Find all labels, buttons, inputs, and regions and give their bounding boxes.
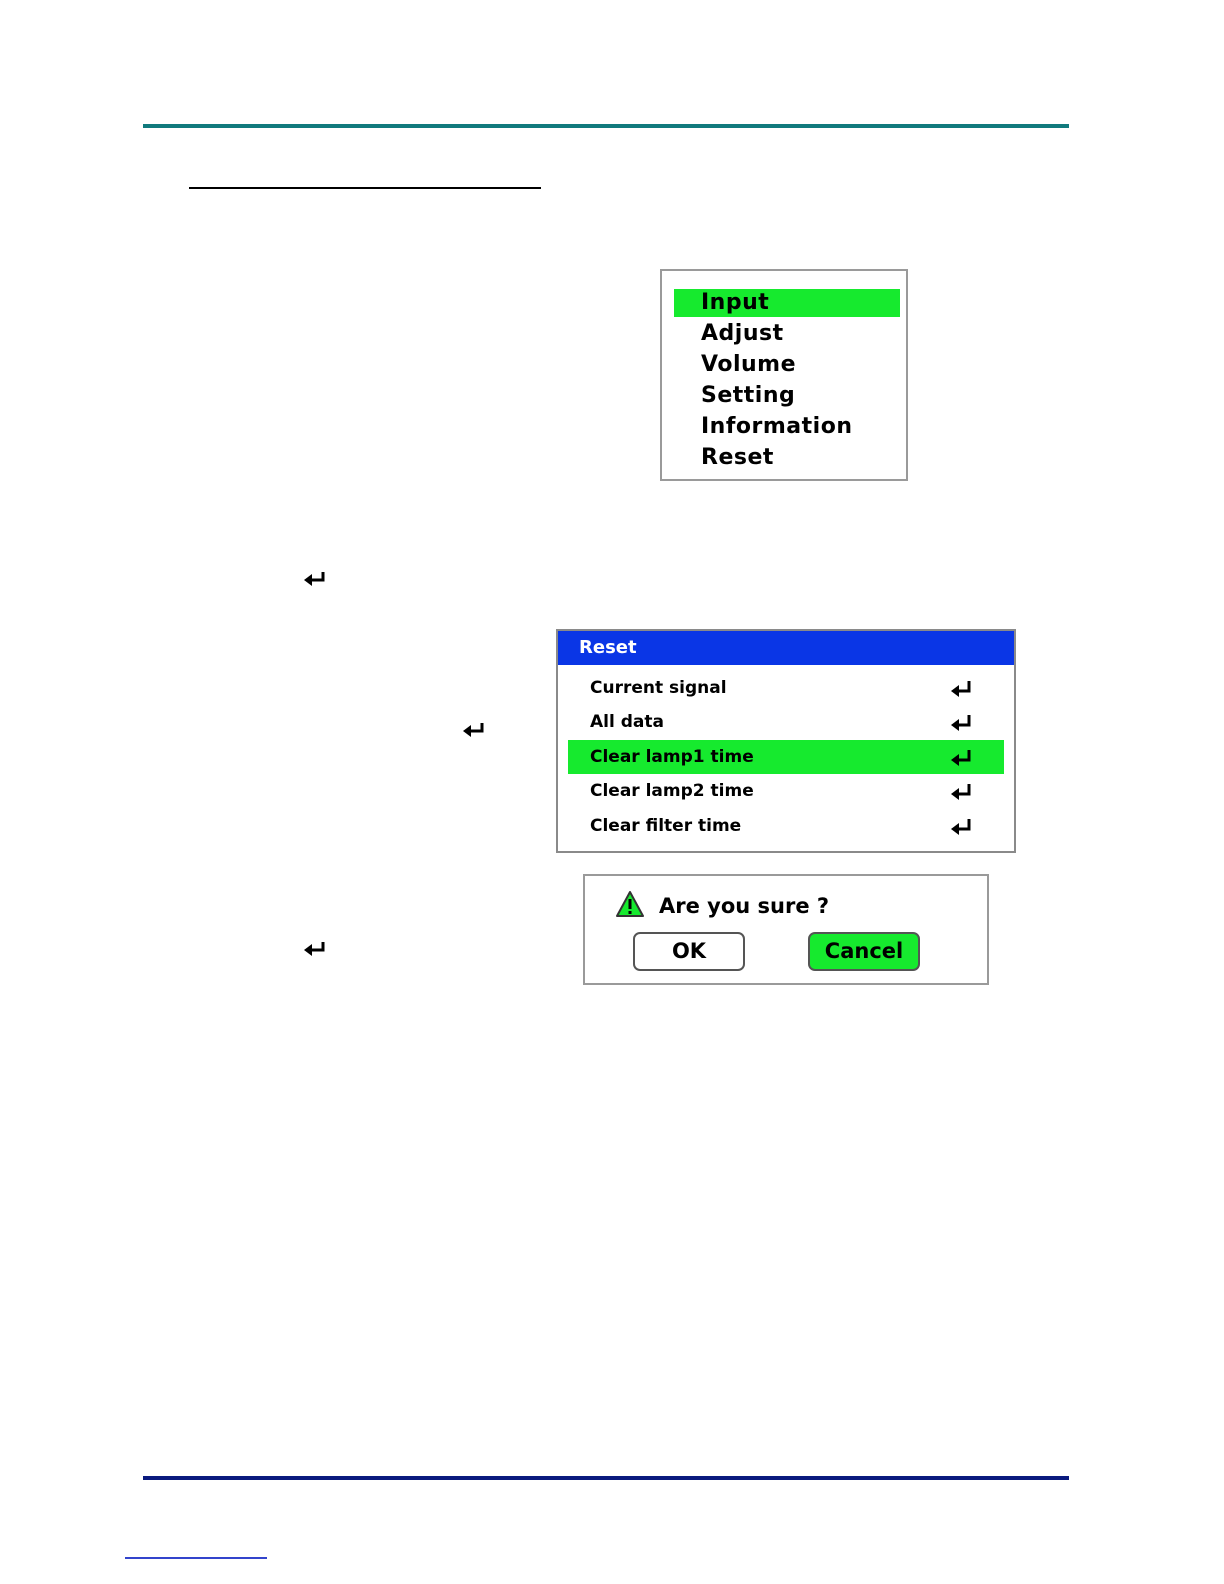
reset-item-label: All data <box>590 712 664 732</box>
reset-menu <box>556 629 1016 853</box>
menu-item-input[interactable]: Input <box>674 289 900 317</box>
section-heading-underline <box>189 187 541 189</box>
reset-item-clear-lamp2-time[interactable] <box>568 774 1004 808</box>
enter-key-icon <box>302 570 328 588</box>
header-rule <box>143 124 1069 128</box>
warning-icon <box>615 890 645 918</box>
enter-icon <box>950 680 974 698</box>
menu-item-information[interactable]: Information <box>701 414 853 439</box>
menu-item-setting[interactable]: Setting <box>701 383 796 408</box>
reset-item-all-data[interactable] <box>568 705 1004 739</box>
confirm-question: Are you sure ? <box>659 894 830 918</box>
reset-item-clear-filter-time[interactable] <box>568 809 1004 843</box>
enter-icon <box>950 714 974 732</box>
enter-icon <box>950 749 974 767</box>
reset-item-clear-lamp1-time[interactable] <box>568 740 1004 774</box>
reset-menu-title: Reset <box>558 631 1014 665</box>
footer-rule <box>143 1476 1069 1480</box>
reset-item-label: Clear filter time <box>590 816 742 836</box>
reset-item-current-signal[interactable] <box>568 671 1004 705</box>
footer-link-underline <box>125 1557 267 1559</box>
confirm-dialog <box>583 874 989 985</box>
enter-icon <box>950 818 974 836</box>
ok-button[interactable]: OK <box>633 932 745 971</box>
cancel-button[interactable]: Cancel <box>808 932 920 971</box>
enter-icon <box>950 783 974 801</box>
enter-key-icon <box>461 721 487 739</box>
reset-item-label: Current signal <box>590 678 727 698</box>
menu-item-reset[interactable]: Reset <box>701 445 774 470</box>
menu-item-adjust[interactable]: Adjust <box>701 321 784 346</box>
enter-key-icon <box>302 940 328 958</box>
reset-item-label: Clear lamp2 time <box>590 781 754 801</box>
main-menu <box>660 269 908 481</box>
reset-item-label: Clear lamp1 time <box>590 747 754 767</box>
menu-item-volume[interactable]: Volume <box>701 352 796 377</box>
